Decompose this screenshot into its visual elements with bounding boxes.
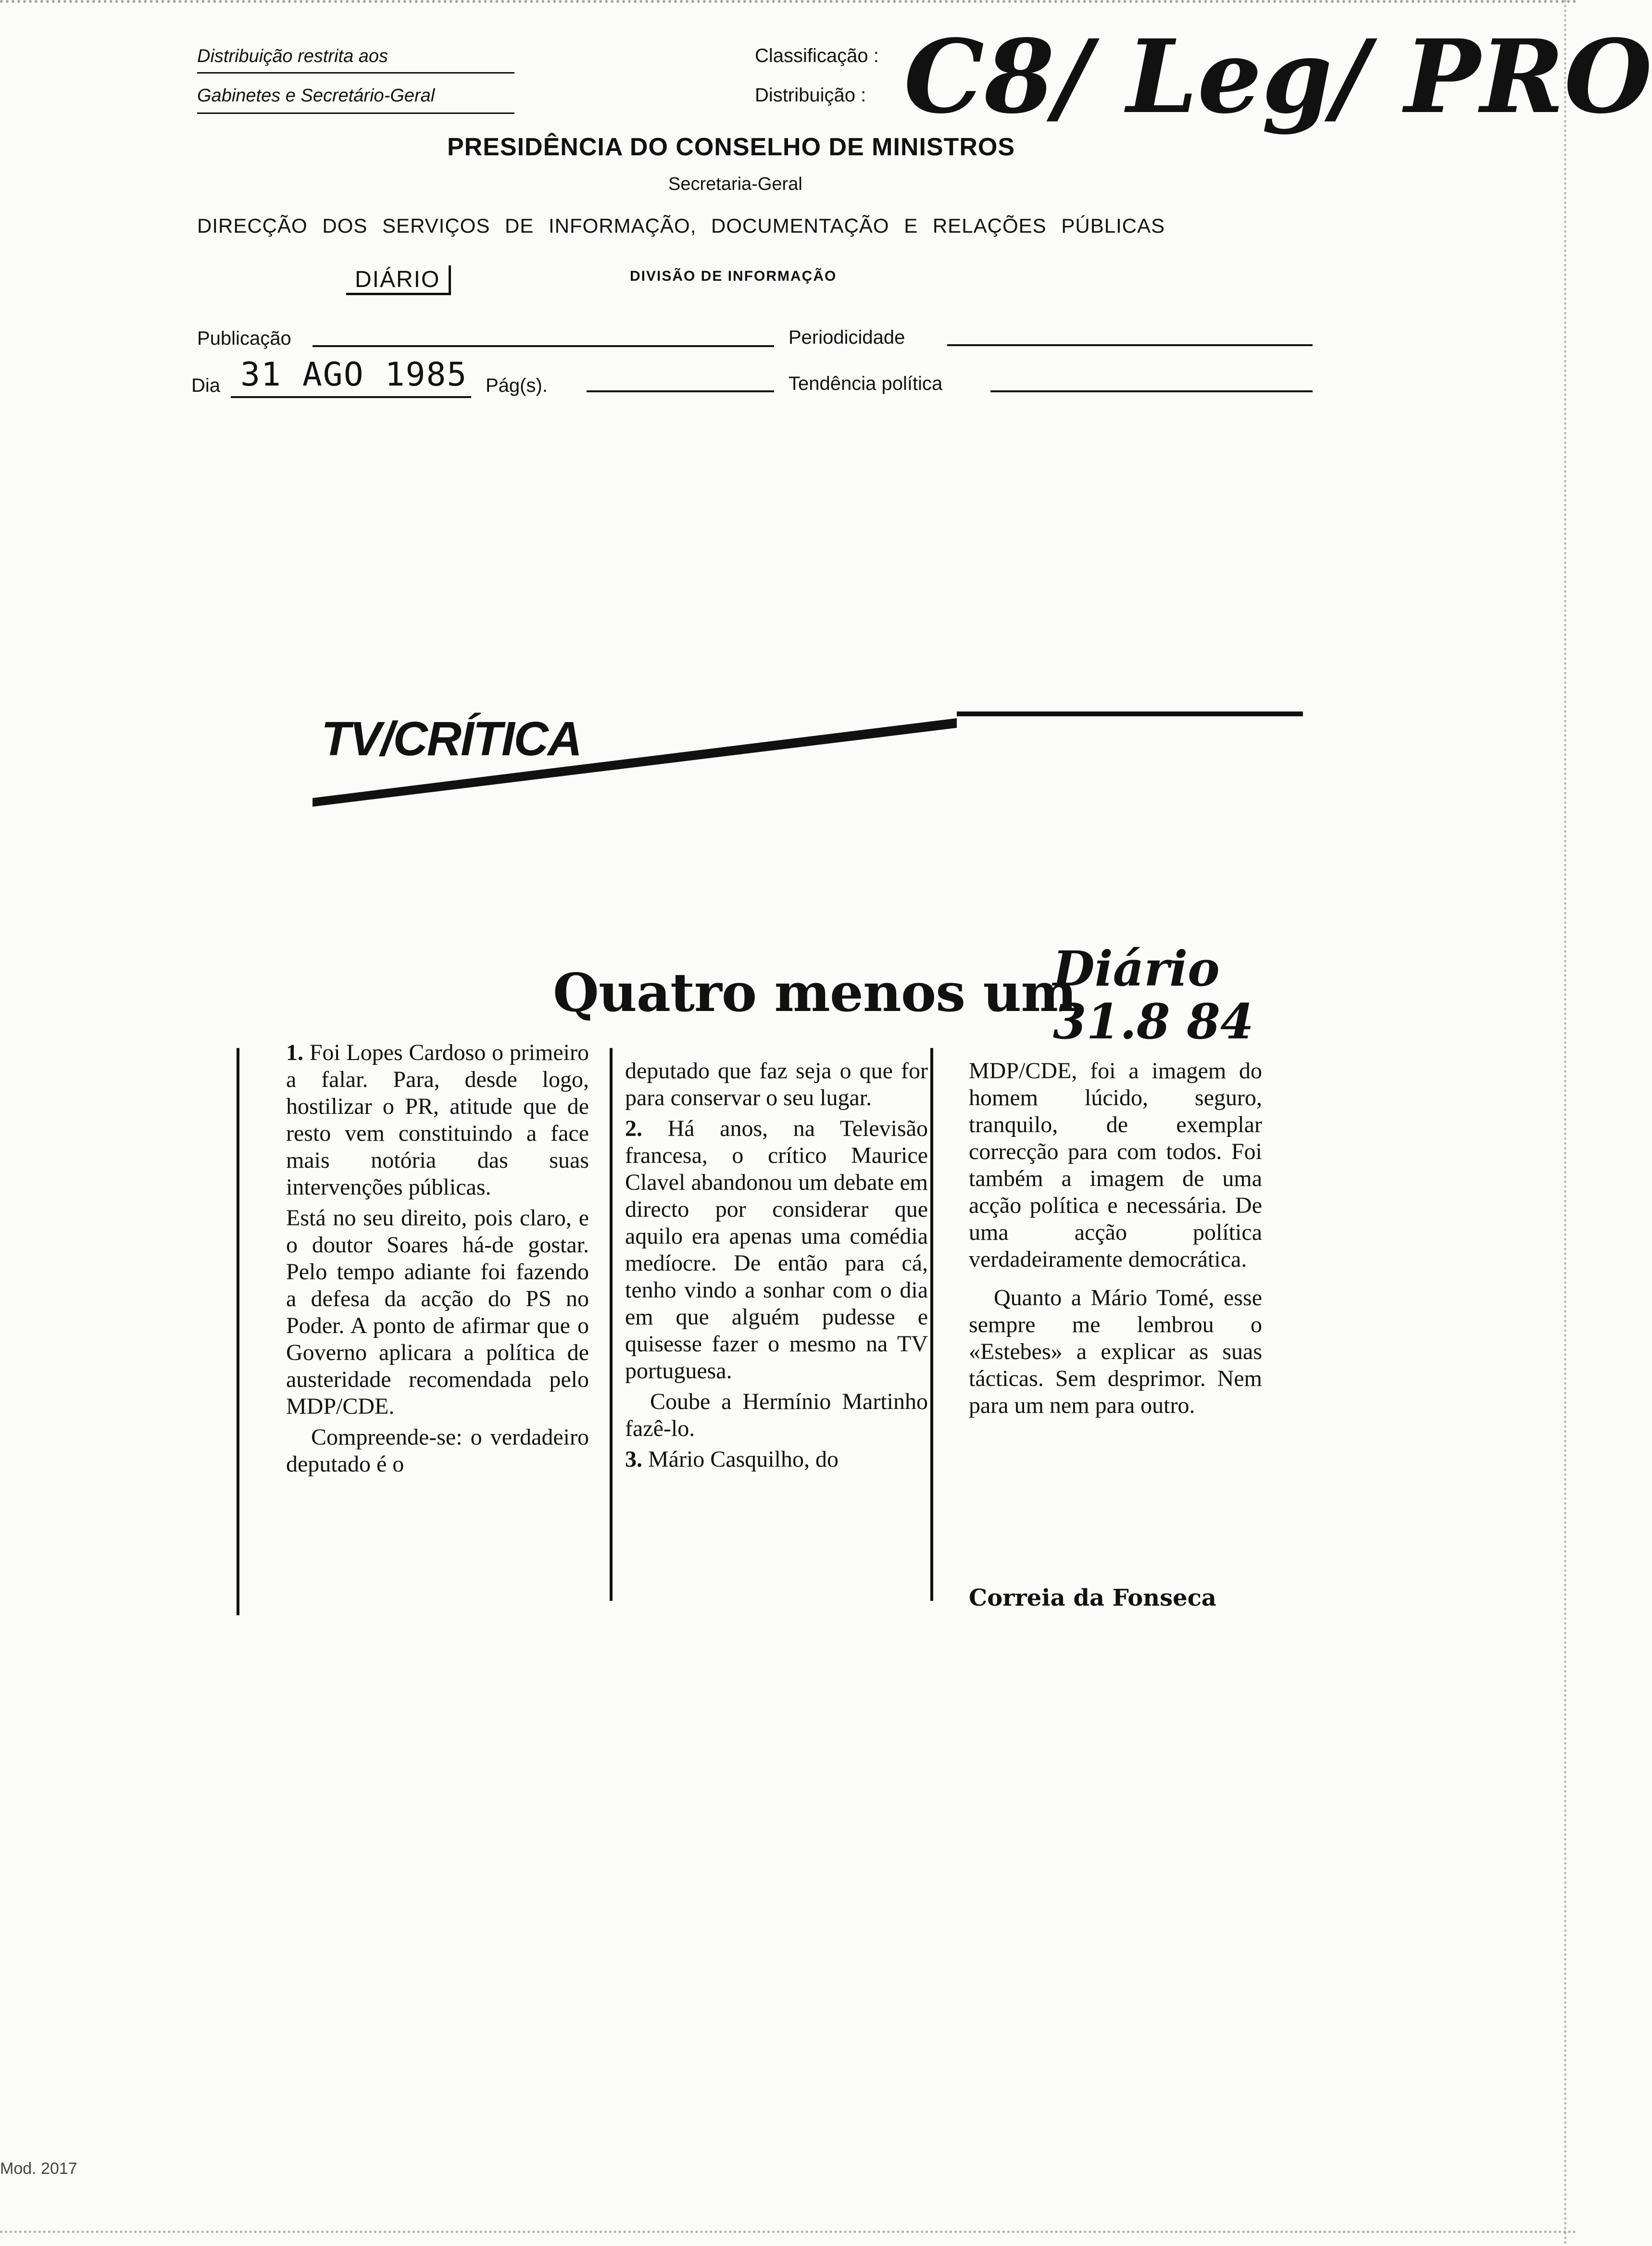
form-code: Mod. 2017	[0, 2159, 77, 2178]
article-byline: Correia da Fonseca	[969, 1585, 1217, 1611]
dia-date-stamp: 31 AGO 1985	[240, 356, 468, 394]
paragraph-text: deputado que faz seja o que for para conservar o seu lugar.	[625, 1058, 928, 1111]
dia-label: Dia	[191, 375, 221, 396]
secretaria-geral: Secretaria-Geral	[668, 174, 802, 194]
paragraph-text: Está no seu direito, pois claro, e o doutor Soares há-de gostar. Pelo tempo adiante foi fazendo a defesa da acção do PS no Poder. A ponto de afirmar que o Governo aplicara a política de austeridade recomendada pelo MDP/CDE.	[286, 1205, 589, 1419]
handwritten-reference: C8/ Leg/ PRO	[904, 17, 1652, 136]
classificacao-label: Classificação :	[755, 45, 879, 66]
paragraph-number: 1.	[286, 1040, 303, 1065]
section-label: TV/CRÍTICA	[321, 712, 582, 766]
divisao-heading: DIVISÃO DE INFORMAÇÃO	[630, 268, 837, 284]
direccao-heading: DIRECÇÃO DOS SERVIÇOS DE INFORMAÇÃO, DOCUMENTAÇÃO E RELAÇÕES PÚBLICAS	[197, 214, 1165, 237]
pags-label: Pág(s).	[486, 375, 548, 396]
paragraph-text: Quanto a Mário Tomé, esse sempre me lembrou o «Estebes» a explicar as suas tácticas. Sem desprimor. Nem para um nem para outro.	[969, 1285, 1262, 1418]
distribuicao-label: Distribuição :	[755, 85, 866, 106]
paragraph-text: Coube a Hermínio Martinho fazê-lo.	[625, 1389, 928, 1441]
tendencia-label: Tendência política	[788, 373, 943, 394]
column-rule-middle	[610, 1048, 613, 1601]
column-rule-right	[930, 1048, 933, 1601]
paragraph-number: 2.	[625, 1116, 642, 1141]
paragraph-text: Compreende-se: o verdadeiro deputado é o	[286, 1424, 589, 1477]
paragraph-text: Mário Casquilho, do	[648, 1447, 839, 1472]
column-rule-left	[237, 1048, 239, 1615]
handwritten-date-note: Diário 31.8 84	[1053, 940, 1254, 1050]
periodicidade-label: Periodicidade	[788, 327, 905, 348]
publicacao-label: Publicação	[197, 328, 291, 349]
presidencia-heading: PRESIDÊNCIA DO CONSELHO DE MINISTROS	[447, 133, 1015, 161]
restricted-line-1: Distribuição restrita aos	[197, 46, 388, 66]
restricted-line-2: Gabinetes e Secretário-Geral	[197, 86, 435, 106]
paragraph-number: 3.	[625, 1447, 642, 1472]
article-column-1	[286, 1039, 589, 1482]
section-banner-rule	[0, 0, 1577, 817]
article-headline: Quatro menos um	[553, 961, 1076, 1023]
article-column-3	[969, 1058, 1262, 1423]
scan-bottom-edge	[0, 2231, 1577, 2233]
paragraph-text: Há anos, na Televisão francesa, o crítico Maurice Clavel abandonou um debate em directo por considerar que aquilo era apenas uma comédia medíocre. De então para cá, tenho vindo a sonhar com o dia em que alguém pudesse e quisesse fazer o mesmo na TV portuguesa.	[625, 1116, 928, 1384]
diario-stamp: DIÁRIO	[346, 265, 451, 295]
paragraph-text: MDP/CDE, foi a imagem do homem lúcido, seguro, tranquilo, de exemplar correcção para com todos. Foi também a imagem de uma acção política e necessária. De uma acção política verdadeiramente democrática.	[969, 1058, 1262, 1272]
article-column-2	[625, 1058, 928, 1477]
paragraph-text: Foi Lopes Cardoso o primeiro a falar. Para, desde logo, hostilizar o PR, atitude que de resto vem constituindo a face mais notória das suas intervenções públicas.	[286, 1040, 589, 1200]
